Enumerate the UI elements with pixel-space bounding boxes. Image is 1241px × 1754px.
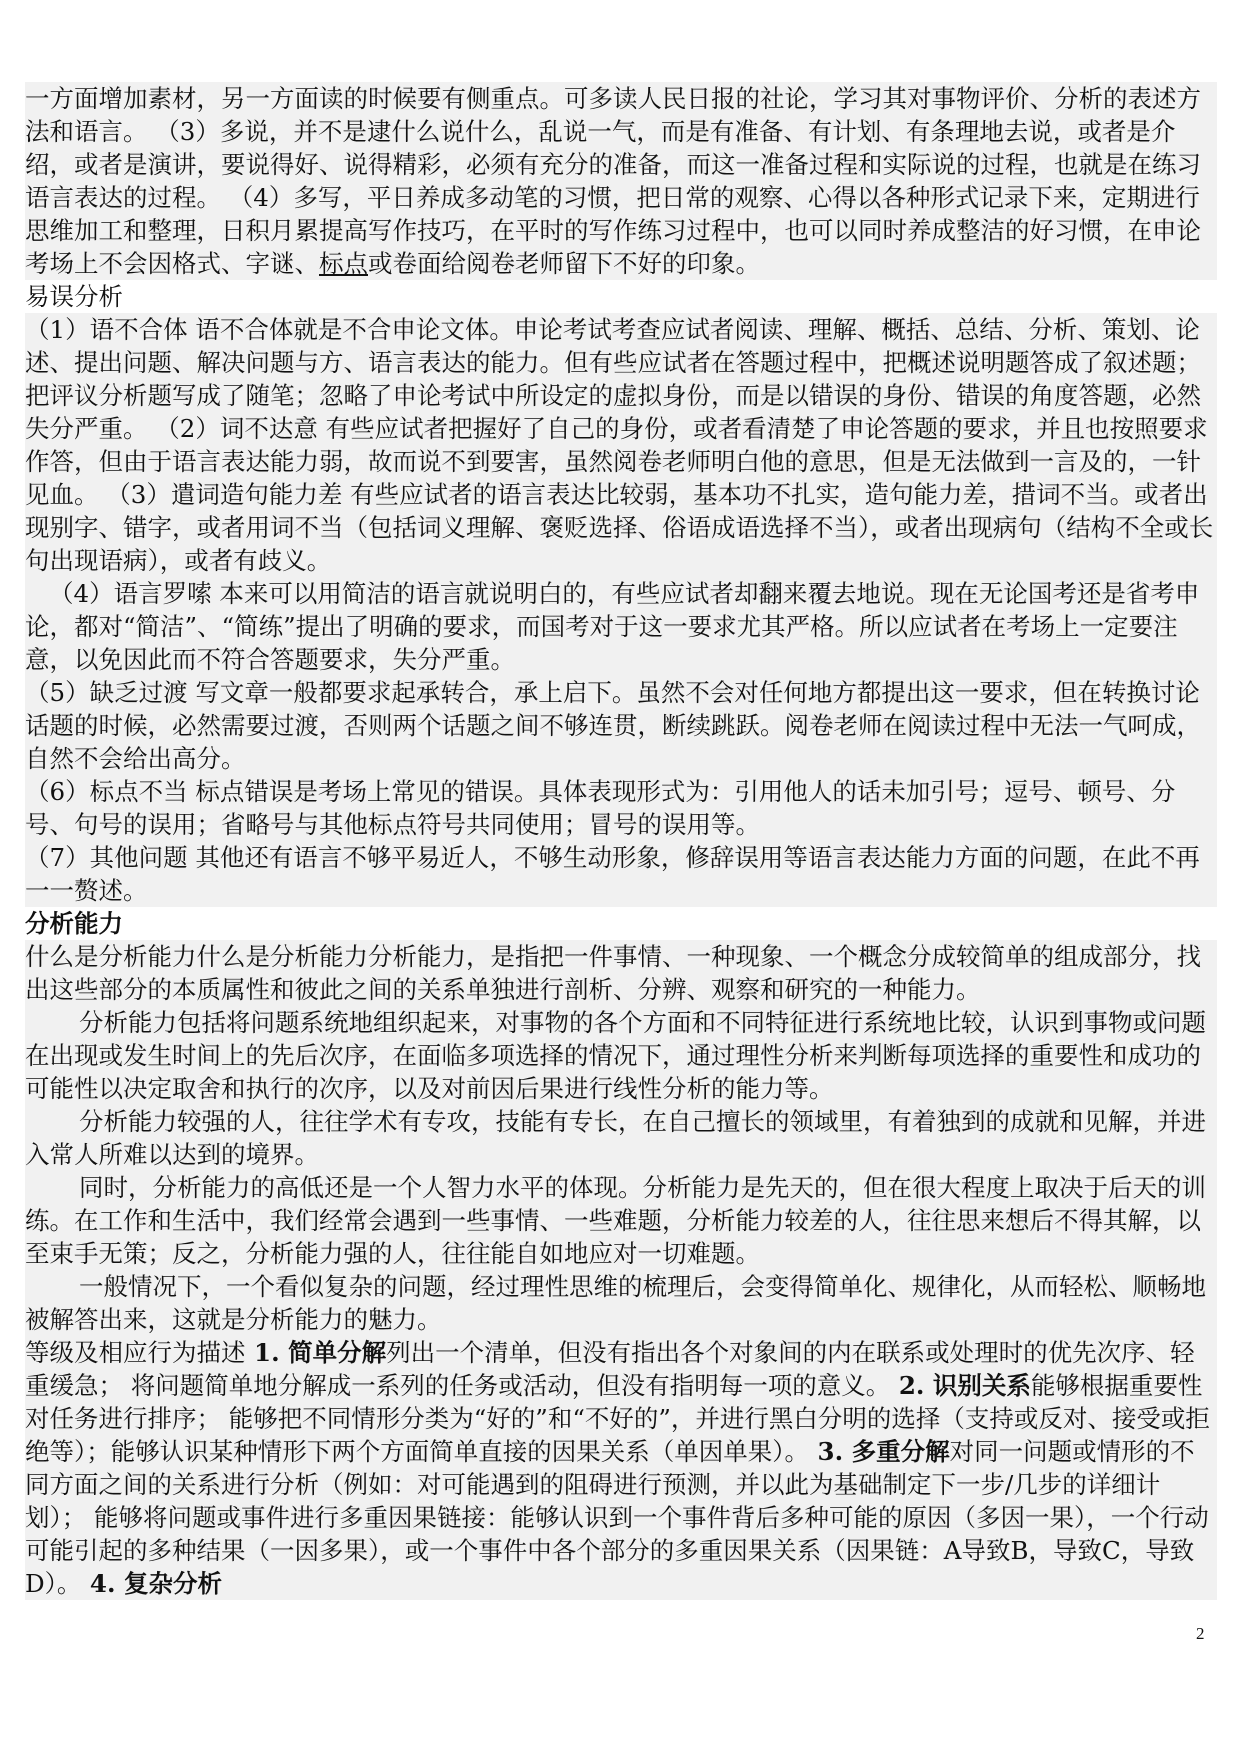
analysis-heading: 分析能力 xyxy=(25,909,123,938)
errors-heading: 易误分析 xyxy=(25,282,123,311)
error-item-5: （5）缺乏过渡 写文章一般都要求起承转合，承上启下。虽然不会对任何地方都提出这一要求，但在转换讨论话题的时候，必然需要过渡，否则两个话题之间不够连贯，断续跳跃。阅卷老师在阅读过程中无法一气呵成，自然不会给出高分。 xyxy=(25,678,1201,773)
level-2-title: 2. 识别关系 xyxy=(890,1371,1031,1400)
page-number: 2 xyxy=(1196,1624,1205,1643)
error-items-1-3: （1）语不合体 语不合体就是不合申论文体。申论考试考查应试者阅读、理解、概括、总结、分析、策划、论述、提出问题、解决问题与方、语言表达的能力。但有些应试者在答题过程中，把概述说明题答成了叙述题；把评议分析题写成了随笔；忽略了申论考试中所设定的虚拟身份，而是以错误的身份、错误的角度答题，必然失分严重。 （2）词不达意 有些应试者把握好了自己的身份，或者看清楚了申论答题的要求，并且也按照要求作答，但由于语言表达能力弱，故而说不到要害，虽然阅卷老师明白他的意思，但是无法做到一言及的，一针见血。 （3）遣词造句能力差 有些应试者的语言表达比较弱，基本功不扎实，造句能力差，措词不当。或者出现别字、错字，或者用词不当（包括词义理解、褒贬选择、俗语成语选择不当），或者出现病句（结构不全或长句出现语病），或者有歧义。 xyxy=(25,315,1214,575)
level-3-text: 对同一问题或情形的不同方面之间的关系进行分析（例如：对可能遇到的阻碍进行预测，并以此为基础制定下一步/几步的详细计划）； 能够将问题或事件进行多重因果链接：能够认识到一个事件背后多种可能的原因（多因一果），一个行动可能引起的多种结果（一因多果），或一个事件中各个部分的多重因果关系（因果链：A导致B，导致C，导致D）。 xyxy=(25,1437,1209,1598)
errors-section xyxy=(25,313,1217,907)
error-item-6: （6）标点不当 标点错误是考场上常见的错误。具体表现形式为：引用他人的话未加引号；逗号、顿号、分号、句号的误用；省略号与其他标点符号共同使用；冒号的误用等。 xyxy=(25,777,1176,839)
underlined-term: 标点 xyxy=(319,249,368,278)
analysis-paragraph: 一般情况下，一个看似复杂的问题，经过理性思维的梳理后，会变得简单化、规律化，从而轻松、顺畅地被解答出来，这就是分析能力的魅力。 xyxy=(25,1272,1206,1334)
intro-paragraph xyxy=(25,82,1217,280)
intro-text-end: 或卷面给阅卷老师留下不好的印象。 xyxy=(368,249,760,278)
analysis-levels xyxy=(25,1336,1217,1600)
level-1-text: 列出一个清单，但没有指出各个对象间的内在联系或处理时的优先次序、轻重缓急； 将问题简单地分解成一系列的任务或活动，但没有指明每一项的意义。 xyxy=(25,1338,1195,1400)
document-page xyxy=(25,82,1217,1600)
analysis-paragraph: 分析能力较强的人，往往学术有专攻，技能有专长，在自己擅长的领域里，有着独到的成就和见解，并进入常人所难以达到的境界。 xyxy=(25,1107,1206,1169)
analysis-paragraph: 分析能力包括将问题系统地组织起来，对事物的各个方面和不同特征进行系统地比较，认识到事物或问题在出现或发生时间上的先后次序，在面临多项选择的情况下，通过理性分析来判断每项选择的重要性和成功的可能性以决定取舍和执行的次序，以及对前因后果进行线性分析的能力等。 xyxy=(25,1008,1206,1103)
level-2-text: 能够根据重要性对任务进行排序； 能够把不同情形分类为“好的”和“不好的”，并进行黑白分明的选择（支持或反对、接受或拒绝等）；能够认识某种情形下两个方面简单直接的因果关系（单因单果）。 xyxy=(25,1371,1210,1466)
error-item-7: （7）其他问题 其他还有语言不够平易近人，不够生动形象，修辞误用等语言表达能力方面的问题，在此不再一一赘述。 xyxy=(25,843,1200,905)
level-3-title: 3. 多重分解 xyxy=(809,1437,950,1466)
level-1-title: 1. 简单分解 xyxy=(245,1338,387,1367)
analysis-definition: 什么是分析能力什么是分析能力分析能力，是指把一件事情、一种现象、一个概念分成较简单的组成部分，找出这些部分的本质属性和彼此之间的关系单独进行剖析、分辨、观察和研究的一种能力。 xyxy=(25,942,1201,1004)
error-item-4: （4）语言罗嗦 本来可以用简洁的语言就说明白的，有些应试者却翻来覆去地说。现在无论国考还是省考申论，都对“简洁”、“简练”提出了明确的要求，而国考对于这一要求尤其严格。所以应试者在考场上一定要注意，以免因此而不符合答题要求，失分严重。 xyxy=(25,579,1200,674)
analysis-section xyxy=(25,940,1217,1600)
intro-text: 一方面增加素材，另一方面读的时候要有侧重点。可多读人民日报的社论，学习其对事物评价、分析的表述方法和语言。 （3）多说，并不是逮什么说什么，乱说一气，而是有准备、有计划、有条理地去说，或者是介绍，或者是演讲，要说得好、说得精彩，必须有充分的准备，而这一准备过程和实际说的过程，也就是在练习语言表达的过程。 （4）多写，平日养成多动笔的习惯，把日常的观察、心得以各种形式记录下来，定期进行思维加工和整理，日积月累提高写作技巧，在平时的写作练习过程中，也可以同时养成整洁的好习惯，在申论考场上不会因格式、字谜、 xyxy=(25,84,1201,278)
levels-lead: 等级及相应行为描述 xyxy=(25,1338,246,1367)
analysis-paragraph: 同时，分析能力的高低还是一个人智力水平的体现。分析能力是先天的，但在很大程度上取决于后天的训练。在工作和生活中，我们经常会遇到一些事情、一些难题，分析能力较差的人，往往思来想后不得其解，以至束手无策；反之，分析能力强的人，往往能自如地应对一切难题。 xyxy=(25,1173,1206,1268)
level-4-title: 4. 复杂分析 xyxy=(81,1569,223,1598)
